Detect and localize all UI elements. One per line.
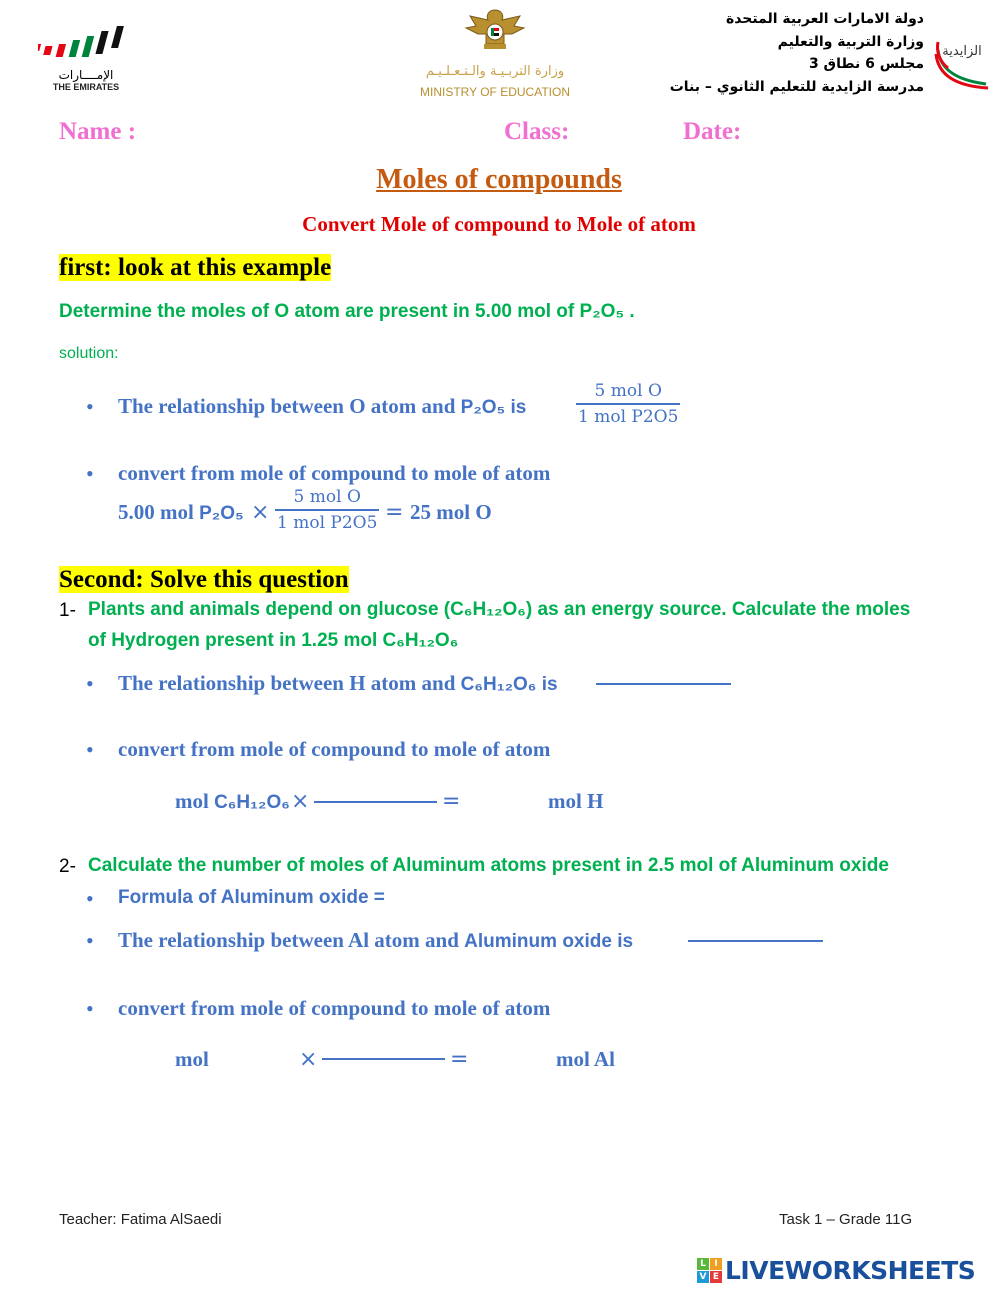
example-relationship-is: is [505, 397, 527, 418]
school-logo [932, 32, 990, 90]
date-label: Date: [683, 118, 742, 145]
logo-letter-l: L [697, 1258, 709, 1270]
q2-relationship [118, 928, 633, 953]
arabic-line-2: وزارة التربية والتعليم [777, 33, 924, 50]
bullet-icon: • [86, 928, 94, 953]
q2-text: Calculate the number of moles of Aluminum atoms present in 2.5 mol of Aluminum oxide [88, 855, 889, 876]
q2-ratio-blank[interactable] [322, 1058, 445, 1060]
example-question: Determine the moles of O atom are present in 5.00 mol of P₂O₅ . [59, 301, 635, 322]
second-heading-text: Second: Solve this question [59, 566, 349, 593]
emirates-logo [38, 22, 138, 94]
bullet-icon: • [86, 671, 94, 696]
page-title: Moles of compounds [376, 164, 622, 195]
bullet-icon: • [86, 886, 94, 911]
ministry-english: MINISTRY OF EDUCATION [419, 85, 570, 99]
emirates-logo-icon [38, 22, 138, 68]
q1-text-line2: of Hydrogen present in 1.25 mol C₆H₁₂O₆ [88, 630, 459, 651]
arabic-line-3: مجلس 6 نطاق 3 [808, 56, 924, 72]
q2-times-sign: × [299, 1047, 318, 1072]
q2-number: 2- [59, 856, 76, 877]
example-calc-denominator: 1 mol P2O5 [277, 512, 378, 533]
emirates-logo-arabic: الإمــــارات [58, 68, 114, 82]
q1-relationship-formula: C₆H₁₂O₆ [460, 674, 537, 695]
q2-relationship-text: The relationship between Al atom and [118, 928, 465, 952]
q1-times-sign: × [291, 789, 310, 814]
q1-calc-start [175, 789, 290, 814]
example-convert-text: convert from mole of compound to mole of atom [118, 461, 551, 485]
q2-calc-start: mol [175, 1047, 209, 1071]
example-calc-start [118, 500, 244, 525]
example-equals-sign: = [385, 500, 404, 525]
liveworksheets-brand[interactable] [697, 1254, 975, 1286]
example-calc-formula: P₂O₅ [199, 503, 244, 524]
q1-calc-text: mol [175, 789, 215, 813]
bullet-icon: • [86, 737, 94, 762]
example-times-sign: × [251, 500, 270, 525]
page-subtitle: Convert Mole of compound to Mole of atom [302, 212, 696, 236]
school-logo-text: الزايدية [942, 44, 982, 59]
footer-teacher: Teacher: Fatima AlSaedi [59, 1211, 222, 1228]
ministry-arabic: وزارة التربـيـة والـتـعـلـيـم [425, 64, 565, 79]
example-calc-numerator: 5 mol O [293, 487, 361, 507]
liveworksheets-text: LIVEWORKSHEETS [725, 1255, 976, 1285]
q2-relationship-blank[interactable] [688, 940, 823, 942]
q1-equals-sign: = [442, 789, 461, 814]
bullet-icon: • [86, 996, 94, 1021]
q2-calc-result: mol Al [556, 1047, 615, 1071]
example-calc-result: 25 mol O [410, 500, 492, 524]
solution-label: solution: [59, 345, 119, 362]
example-ratio [576, 381, 680, 427]
q1-calc-formula: C₆H₁₂O₆ [214, 792, 290, 813]
q1-calc-result: mol H [548, 789, 604, 813]
example-ratio-numerator: 5 mol O [594, 381, 662, 401]
logo-letter-i: I [710, 1258, 722, 1270]
q1-ratio-blank[interactable] [314, 801, 437, 803]
q1-relationship-text: The relationship between H atom and [118, 671, 461, 695]
logo-letter-e: E [710, 1271, 722, 1283]
q2-formula-text: Formula of Aluminum oxide = [118, 887, 385, 908]
example-calc-text: 5.00 mol [118, 500, 200, 524]
example-relationship-formula: P₂O₅ [460, 397, 506, 418]
bullet-icon: • [86, 461, 94, 486]
q2-equals-sign: = [450, 1047, 469, 1072]
q1-relationship [118, 671, 558, 696]
falcon-emblem-icon [460, 6, 530, 52]
name-label: Name : [59, 118, 137, 145]
school-logo-icon [932, 32, 990, 90]
example-heading-text: first: look at this example [59, 254, 332, 281]
example-ratio-denominator: 1 mol P2O5 [578, 406, 679, 427]
q2-convert-text: convert from mole of compound to mole of atom [118, 996, 551, 1020]
q1-number: 1- [59, 600, 76, 621]
arabic-line-1: دولة الامارات العربية المتحدة [725, 11, 924, 27]
bullet-icon: • [86, 394, 94, 419]
footer-task: Task 1 – Grade 11G [779, 1211, 913, 1228]
arabic-header-block [604, 8, 924, 98]
logo-letter-v: V [697, 1271, 709, 1283]
q2-compound-blank[interactable] [215, 1062, 295, 1064]
liveworksheets-logo-icon [697, 1258, 722, 1283]
example-relationship-text: The relationship between O atom and [118, 394, 461, 418]
q1-relationship-is: is [536, 674, 558, 695]
ministry-logo [400, 6, 590, 106]
class-label: Class: [504, 118, 570, 145]
second-heading [59, 566, 349, 594]
example-relationship [118, 394, 526, 419]
example-heading [59, 254, 331, 282]
q2-relationship-sans: Aluminum oxide is [464, 931, 634, 952]
q1-text-line1: Plants and animals depend on glucose (C₆H₁₂O₆) as an energy source. Calculate the moles [88, 599, 911, 620]
arabic-line-4: مدرسة الزايدية للتعليم الثانوي – بنات [669, 78, 924, 95]
q1-relationship-blank[interactable] [596, 683, 731, 685]
emirates-logo-english: THE EMIRATES [52, 82, 120, 92]
example-calc-ratio [275, 487, 379, 533]
q1-convert-text: convert from mole of compound to mole of atom [118, 737, 551, 761]
